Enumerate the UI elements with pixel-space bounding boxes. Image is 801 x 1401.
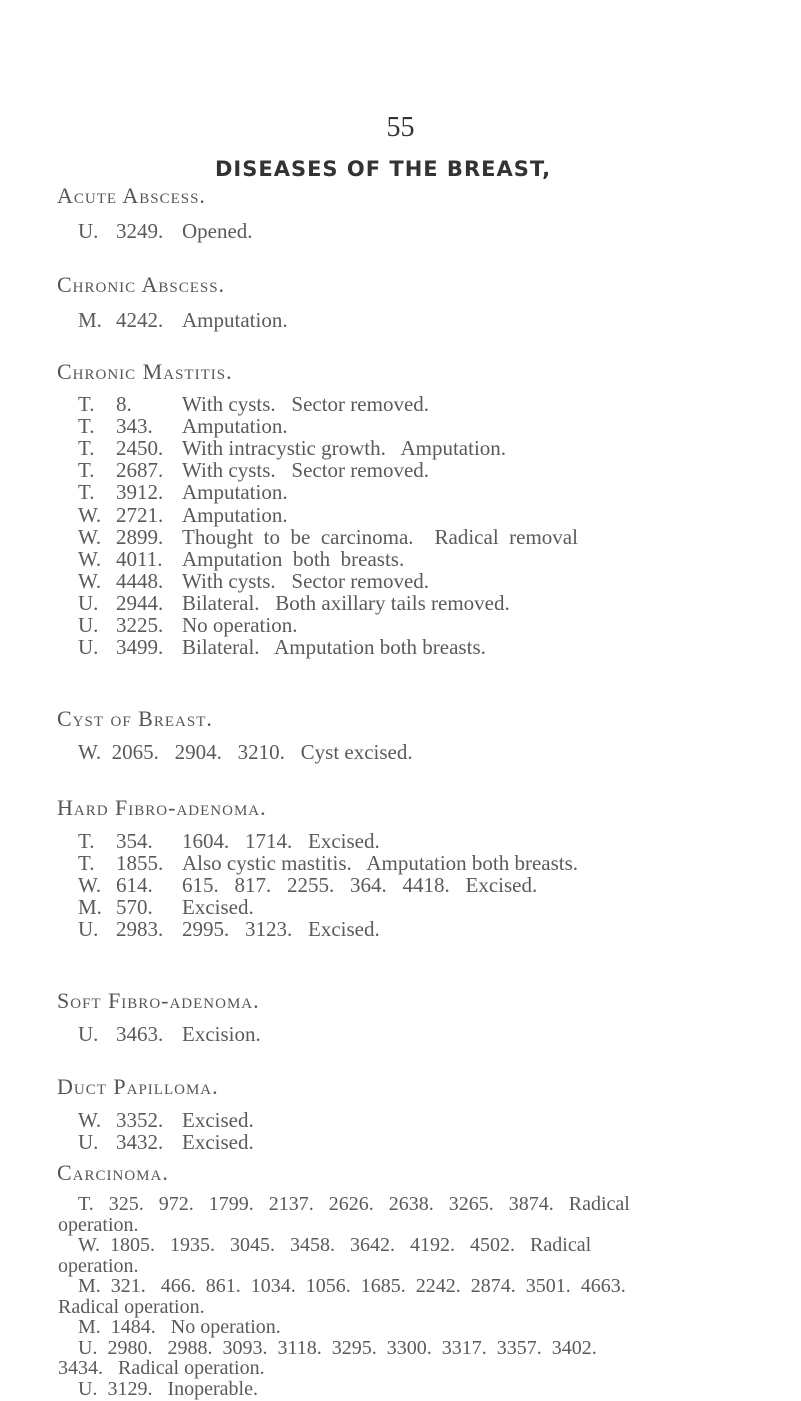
entry-number: 3249. [116, 219, 164, 243]
entry-text: Amputation. [182, 414, 288, 439]
entry-number: 614. [116, 873, 153, 898]
entry-row: W. 2065. 2904. 3210. Cyst excised. [78, 740, 413, 764]
entry-code: U. [78, 635, 99, 660]
entry-row [78, 1130, 758, 1154]
page-number: 55 [386, 112, 415, 143]
entry-row [78, 547, 758, 571]
entry-text: Excised. [182, 1130, 254, 1154]
entry-number: 570. [116, 895, 153, 920]
entry-text: Thought to be carcinoma. Radical removal [182, 524, 578, 549]
entry-text: 1604. 1714. Excised. [182, 829, 380, 853]
entry-row [78, 873, 758, 897]
entry-text: Excised. [182, 895, 254, 920]
heading-duct-papilloma: Duct Papilloma. [57, 1074, 219, 1099]
entry-text: With cysts. Sector removed. [182, 568, 430, 593]
entry-number: 3432. [116, 1130, 164, 1154]
entry-text: Amputation. [182, 502, 288, 527]
entry-number: 2687. [116, 458, 164, 483]
entry-row [78, 503, 758, 527]
entry-text: With cysts. Sector removed. [182, 392, 430, 416]
entry-row [78, 1108, 758, 1132]
entry-row [78, 569, 758, 593]
carcinoma-line: operation. [58, 1213, 139, 1236]
heading-carcinoma: Carcinoma. [57, 1160, 169, 1185]
entry-text: 615. 817. 2255. 364. 4418. Excised. [182, 873, 538, 898]
entry-code: T. [78, 829, 95, 853]
carcinoma-line: Radical operation. [58, 1295, 205, 1318]
heading-soft-fibro-adenoma: Soft Fibro-adenoma. [57, 988, 260, 1013]
entry-code: T. [78, 392, 95, 416]
entry-code: U. [78, 1130, 99, 1154]
entry-code: T. [78, 480, 95, 505]
entry-number: 2721. [116, 502, 164, 527]
entry-number: 2944. [116, 590, 164, 615]
heading-hard-fibro-adenoma: Hard Fibro-adenoma. [57, 795, 267, 820]
entry-text: Excised. [182, 1108, 254, 1132]
entry-text: Excision. [182, 1022, 261, 1046]
entry-row [78, 895, 758, 919]
entry-number: 3463. [116, 1022, 164, 1046]
entry-text: Bilateral. Amputation both breasts. [182, 635, 486, 660]
page-title: DISEASES OF THE BREAST, [215, 157, 552, 181]
entry-code: T. [78, 851, 95, 876]
entry-text: Opened. [182, 219, 253, 243]
carcinoma-line: 3434. Radical operation. [58, 1357, 265, 1379]
entry-text: With cysts. Sector removed. [182, 458, 430, 483]
entry-code: U. [78, 613, 99, 637]
entry-text: No operation. [182, 613, 298, 637]
carcinoma-line: U. 3129. Inoperable. [78, 1377, 258, 1400]
entry-number: 4448. [116, 568, 164, 593]
entry-text: With intracystic growth. Amputation. [182, 436, 507, 461]
entry-code: U. [78, 917, 99, 942]
entry-number: 1855. [116, 851, 164, 876]
entry-row [78, 219, 678, 243]
entry-code: W. [78, 568, 102, 593]
entry-number: 3352. [116, 1108, 164, 1132]
entry-row [78, 1022, 678, 1046]
entry-number: 4011. [116, 546, 163, 571]
entry-row [78, 829, 758, 853]
entry-row [78, 480, 758, 504]
entry-number: 2899. [116, 524, 164, 549]
entry-number: 8. [116, 392, 132, 416]
entry-row [78, 525, 758, 549]
entry-code: M. [78, 308, 102, 332]
entry-code: W. [78, 1108, 102, 1132]
carcinoma-line: M. 1484. No operation. [78, 1316, 281, 1338]
entry-code: W. [78, 873, 102, 898]
entry-number: 3225. [116, 613, 164, 637]
entry-code: W. [78, 546, 102, 571]
entry-code: T. [78, 414, 95, 439]
entry-code: T. [78, 436, 95, 461]
entry-number: 2450. [116, 436, 164, 461]
entry-row [78, 436, 758, 460]
entry-code: W. [78, 502, 102, 527]
carcinoma-line: W. 1805. 1935. 3045. 3458. 3642. 4192. 4502. Radical [78, 1234, 592, 1256]
heading-cyst-of-breast: Cyst of Breast. [57, 706, 213, 731]
entry-row [78, 414, 758, 438]
entry-number: 3912. [116, 480, 164, 505]
entry-row [78, 917, 758, 941]
entry-code: T. [78, 458, 95, 483]
heading-chronic-mastitis: Chronic Mastitis. [57, 359, 233, 384]
entry-number: 343. [116, 414, 153, 439]
entry-row [78, 308, 678, 332]
heading-acute-abscess: Acute Abscess. [57, 183, 206, 208]
entry-row [78, 458, 758, 482]
entry-code: W. [78, 524, 102, 549]
heading-chronic-abscess: Chronic Abscess. [57, 272, 226, 297]
carcinoma-line: T. 325. 972. 1799. 2137. 2626. 2638. 3265. 3874. Radical [78, 1193, 630, 1215]
entry-code: M. [78, 895, 102, 920]
entry-row [78, 851, 758, 875]
entry-text: 2995. 3123. Excised. [182, 917, 380, 942]
entry-text: Amputation. [182, 480, 288, 505]
entry-number: 2983. [116, 917, 164, 942]
entry-row [78, 591, 758, 615]
entry-row [78, 613, 758, 637]
entry-code: U. [78, 590, 99, 615]
entry-text: Also cystic mastitis. Amputation both breasts. [182, 851, 579, 876]
entry-number: 4242. [116, 308, 164, 332]
entry-code: U. [78, 219, 99, 243]
entry-text: Amputation both breasts. [182, 546, 405, 571]
carcinoma-line: M. 321. 466. 861. 1034. 1056. 1685. 2242. 2874. 3501. 4663. [78, 1275, 626, 1297]
entry-number: 354. [116, 829, 153, 853]
entry-text: Bilateral. Both axillary tails removed. [182, 590, 510, 615]
entry-number: 3499. [116, 635, 164, 660]
carcinoma-line: U. 2980. 2988. 3093. 3118. 3295. 3300. 3317. 3357. 3402. [78, 1336, 597, 1359]
entry-text: Amputation. [182, 308, 288, 332]
entry-code: U. [78, 1022, 99, 1046]
entry-row [78, 392, 758, 416]
entry-row [78, 635, 758, 659]
carcinoma-line: operation. [58, 1254, 139, 1277]
